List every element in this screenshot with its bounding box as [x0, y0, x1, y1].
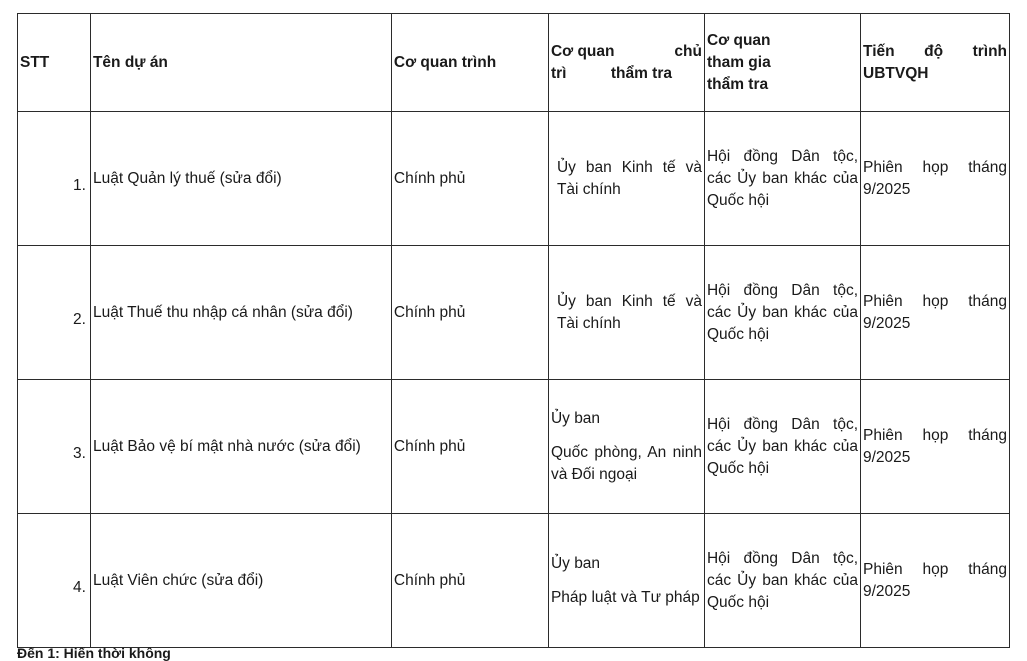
row-stt: 4.: [18, 514, 91, 648]
header-participant-agency: [704, 14, 860, 112]
row-submitter: Chính phủ: [391, 112, 548, 246]
footer-caption: Đến 1: Hiến thời không: [17, 645, 171, 661]
row-submitter: Chính phủ: [391, 246, 548, 380]
header-progress-word: độ: [924, 42, 944, 60]
row-project-name: Luật Quản lý thuế (sửa đổi): [90, 112, 391, 246]
row-participant-agency: Hội đồng Dân tộc, các Ủy ban khác của Quốc hội: [704, 514, 860, 648]
row-host-line: Quốc phòng, An ninh và Đối ngoại: [550, 443, 702, 483]
row-host-agency: [548, 380, 704, 514]
table-row: [18, 246, 1010, 380]
row-progress: Phiên họp tháng 9/2025: [861, 112, 1010, 246]
header-progress: [861, 14, 1010, 112]
row-stt: 3.: [18, 380, 91, 514]
header-participant-line: tham gia: [706, 53, 771, 71]
header-host-word: Cơ quan: [550, 42, 615, 60]
row-host-agency: Ủy ban Kinh tế và Tài chính: [548, 246, 704, 380]
row-host-line: Pháp luật và Tư pháp: [550, 588, 700, 606]
row-host-agency: [548, 514, 704, 648]
row-submitter: Chính phủ: [391, 380, 548, 514]
row-host-agency: Ủy ban Kinh tế và Tài chính: [548, 112, 704, 246]
header-host-word: trì: [550, 64, 567, 82]
row-progress: Phiên họp tháng 9/2025: [861, 380, 1010, 514]
header-host-word: chủ: [674, 42, 702, 60]
row-project-name: Luật Thuế thu nhập cá nhân (sửa đổi): [90, 246, 391, 380]
table-header-row: [18, 14, 1010, 112]
row-host-line: Ủy ban: [550, 409, 601, 427]
header-host-agency: [548, 14, 704, 112]
row-progress: Phiên họp tháng 9/2025: [861, 514, 1010, 648]
header-progress-word: UBTVQH: [863, 64, 929, 82]
row-participant-agency: Hội đồng Dân tộc, các Ủy ban khác của Quốc hội: [704, 112, 860, 246]
row-progress: Phiên họp tháng 9/2025: [861, 246, 1010, 380]
row-host-line: Ủy ban: [550, 554, 601, 572]
table-row: [18, 380, 1010, 514]
header-participant-line: thẩm tra: [706, 75, 769, 93]
header-progress-word: Tiến: [863, 42, 895, 60]
header-progress-word: trình: [972, 42, 1007, 60]
row-submitter: Chính phủ: [391, 514, 548, 648]
row-project-name: Luật Bảo vệ bí mật nhà nước (sửa đổi): [90, 380, 391, 514]
header-submitter: Cơ quan trình: [391, 14, 548, 112]
table-row: [18, 112, 1010, 246]
header-host-word: thẩm tra: [610, 64, 672, 82]
row-project-name: Luật Viên chức (sửa đổi): [90, 514, 391, 648]
row-participant-agency: Hội đồng Dân tộc, các Ủy ban khác của Quốc hội: [704, 380, 860, 514]
header-participant-line: Cơ quan: [706, 31, 771, 49]
table-row: [18, 514, 1010, 648]
header-stt: STT: [18, 14, 91, 112]
row-stt: 2.: [18, 246, 91, 380]
project-table: [17, 13, 1010, 648]
header-name: Tên dự án: [90, 14, 391, 112]
row-stt: 1.: [18, 112, 91, 246]
row-participant-agency: Hội đồng Dân tộc, các Ủy ban khác của Quốc hội: [704, 246, 860, 380]
